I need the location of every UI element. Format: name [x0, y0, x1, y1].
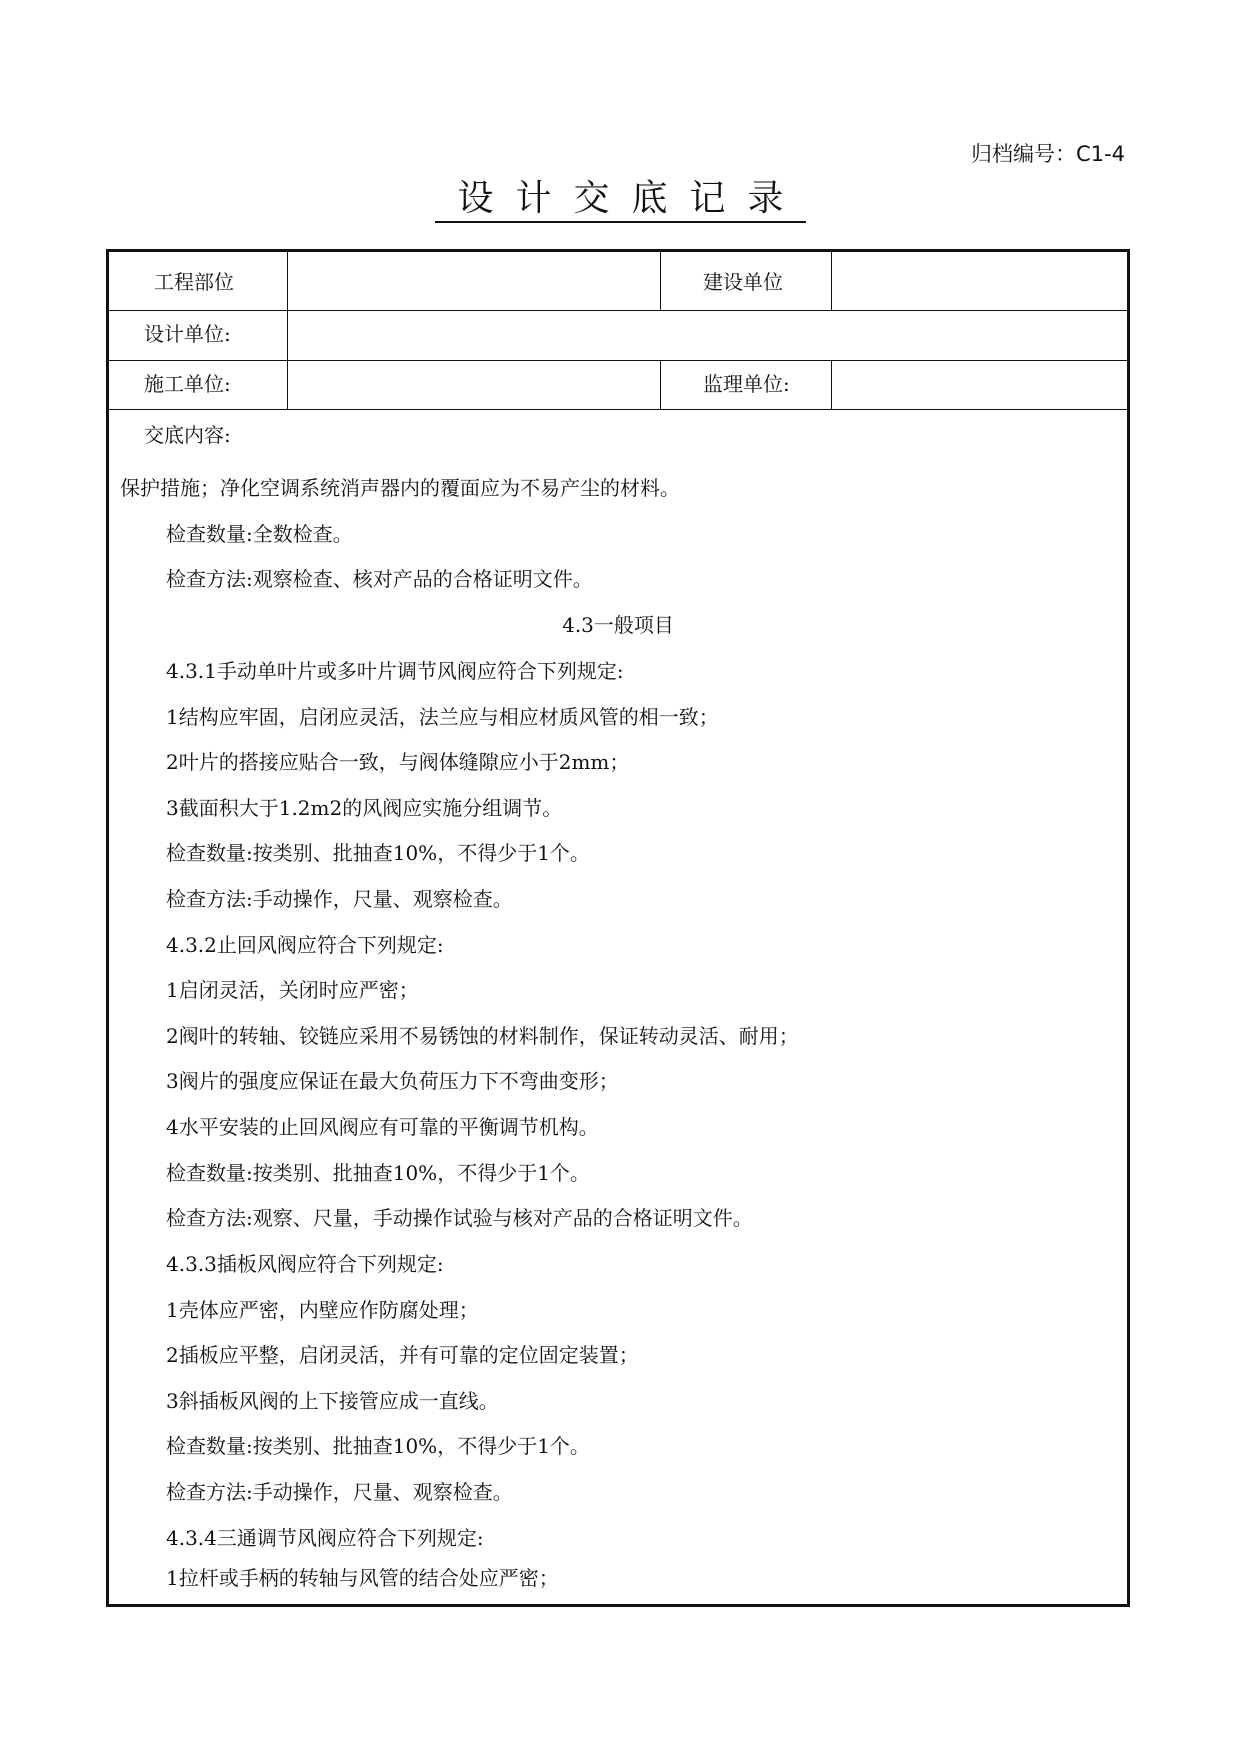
- col-divider: [287, 252, 288, 409]
- construction-unit-label: 建设单位: [703, 270, 783, 294]
- page-title-wrap: [0, 170, 1241, 221]
- content-line: 4.3.1手动单叶片或多叶片调节风阀应符合下列规定:: [166, 659, 624, 683]
- content-line: 3截面积大于1.2m2的风阀应实施分组调节。: [166, 796, 563, 820]
- content-line: 检查方法:手动操作，尺量、观察检查。: [166, 887, 513, 911]
- row-divider: [109, 310, 1127, 311]
- supervision-unit-label: 监理单位:: [703, 372, 790, 396]
- content-line: 检查数量:按类别、批抽查10%，不得少于1个。: [166, 1161, 590, 1185]
- design-unit-label: 设计单位:: [144, 322, 231, 346]
- content-line: 4水平安装的止回风阀应有可靠的平衡调节机构。: [166, 1115, 599, 1139]
- content-line: 1启闭灵活，关闭时应严密；: [166, 978, 419, 1002]
- content-line: 2阀叶的转轴、铰链应采用不易锈蚀的材料制作，保证转动灵活、耐用；: [166, 1024, 799, 1048]
- content-line: 4.3.2止回风阀应符合下列规定:: [166, 933, 444, 957]
- page-title: 设计交底记录: [435, 178, 805, 223]
- builder-unit-label: 施工单位:: [144, 372, 231, 396]
- content-line: 4.3.4三通调节风阀应符合下列规定:: [166, 1526, 484, 1550]
- content-line: 4.3.3插板风阀应符合下列规定:: [166, 1252, 444, 1276]
- content-line: 2叶片的搭接应贴合一致，与阀体缝隙应小于2mm；: [166, 750, 630, 774]
- col-divider: [660, 252, 661, 310]
- content-line: 检查数量:按类别、批抽查10%，不得少于1个。: [166, 841, 590, 865]
- col-divider: [831, 252, 832, 310]
- project-part-label: 工程部位: [154, 270, 234, 294]
- section-heading: 4.3一般项目: [562, 613, 674, 637]
- content-line: 保护措施；净化空调系统消声器内的覆面应为不易产尘的材料。: [120, 476, 680, 500]
- content-line: 检查方法:观察、尺量，手动操作试验与核对产品的合格证明文件。: [166, 1206, 753, 1230]
- content-line: 3阀片的强度应保证在最大负荷压力下不弯曲变形；: [166, 1069, 619, 1093]
- content-label: 交底内容:: [144, 423, 231, 447]
- content-line: 1拉杆或手柄的转轴与风管的结合处应严密；: [166, 1566, 559, 1590]
- archive-number: 归档编号：C1-4: [971, 142, 1125, 166]
- content-line: 2插板应平整，启闭灵活，并有可靠的定位固定装置；: [166, 1343, 639, 1367]
- content-line: 1结构应牢固，启闭应灵活，法兰应与相应材质风管的相一致；: [166, 705, 719, 729]
- record-form: [106, 249, 1130, 1607]
- content-line: 检查数量:按类别、批抽查10%，不得少于1个。: [166, 1434, 590, 1458]
- col-divider: [831, 360, 832, 409]
- content-line: 1壳体应严密，内壁应作防腐处理；: [166, 1298, 479, 1322]
- content-line: 检查方法:观察检查、核对产品的合格证明文件。: [166, 567, 593, 591]
- row-divider: [109, 409, 1127, 410]
- content-line: 检查数量:全数检查。: [166, 522, 353, 546]
- row-divider: [109, 360, 1127, 361]
- col-divider: [660, 360, 661, 409]
- content-line: 检查方法:手动操作，尺量、观察检查。: [166, 1480, 513, 1504]
- content-line: 3斜插板风阀的上下接管应成一直线。: [166, 1389, 499, 1413]
